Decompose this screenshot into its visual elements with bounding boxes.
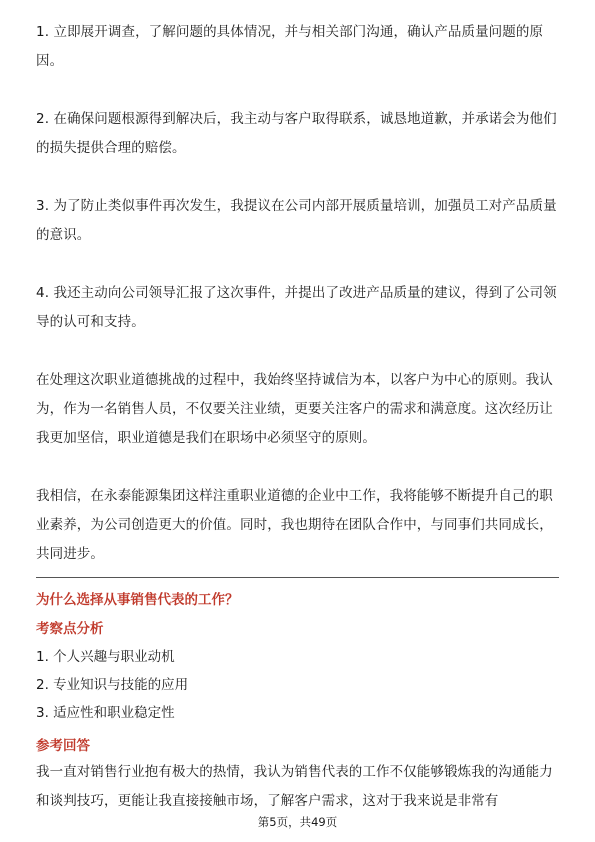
paragraph-reflection: 在处理这次职业道德挑战的过程中，我始终坚持诚信为本，以客户为中心的原则。我认为，作为一名销售人员，不仅要关注业绩，更要关注客户的需求和满意度。这次经历让我更加坚信，职业道德是我们在职场中必须坚守的原则。	[36, 372, 553, 446]
analysis-item: 3. 适应性和职业稳定性	[36, 705, 175, 721]
answer-heading: 参考回答	[36, 738, 90, 754]
page-footer: 第5页，共49页	[257, 815, 338, 829]
answer-text: 我一直对销售行业抱有极大的热情，我认为销售代表的工作不仅能够锻炼我的沟通能力和谈判技巧，更能让我直接接触市场，了解客户需求，这对于我来说是非常有	[36, 764, 553, 809]
analysis-heading: 考察点分析	[36, 621, 104, 637]
analysis-item: 1. 个人兴趣与职业动机	[36, 649, 175, 665]
paragraph-step-1: 1. 立即展开调查，了解问题的具体情况，并与相关部门沟通，确认产品质量问题的原因。	[36, 24, 544, 69]
paragraph-conclusion: 我相信，在永泰能源集团这样注重职业道德的企业中工作，我将能够不断提升自己的职业素养，为公司创造更大的价值。同时，我也期待在团队合作中，与同事们共同成长，共同进步。	[36, 488, 553, 562]
analysis-item: 2. 专业知识与技能的应用	[36, 677, 189, 693]
question-title: 为什么选择从事销售代表的工作？	[36, 592, 239, 608]
paragraph-step-2: 2. 在确保问题根源得到解决后，我主动与客户取得联系，诚恳地道歉，并承诺会为他们的损失提供合理的赔偿。	[36, 111, 557, 156]
section-divider	[36, 577, 559, 578]
paragraph-step-4: 4. 我还主动向公司领导汇报了这次事件，并提出了改进产品质量的建议，得到了公司领导的认可和支持。	[36, 285, 557, 330]
paragraph-step-3: 3. 为了防止类似事件再次发生，我提议在公司内部开展质量培训，加强员工对产品质量的意识。	[36, 198, 557, 243]
